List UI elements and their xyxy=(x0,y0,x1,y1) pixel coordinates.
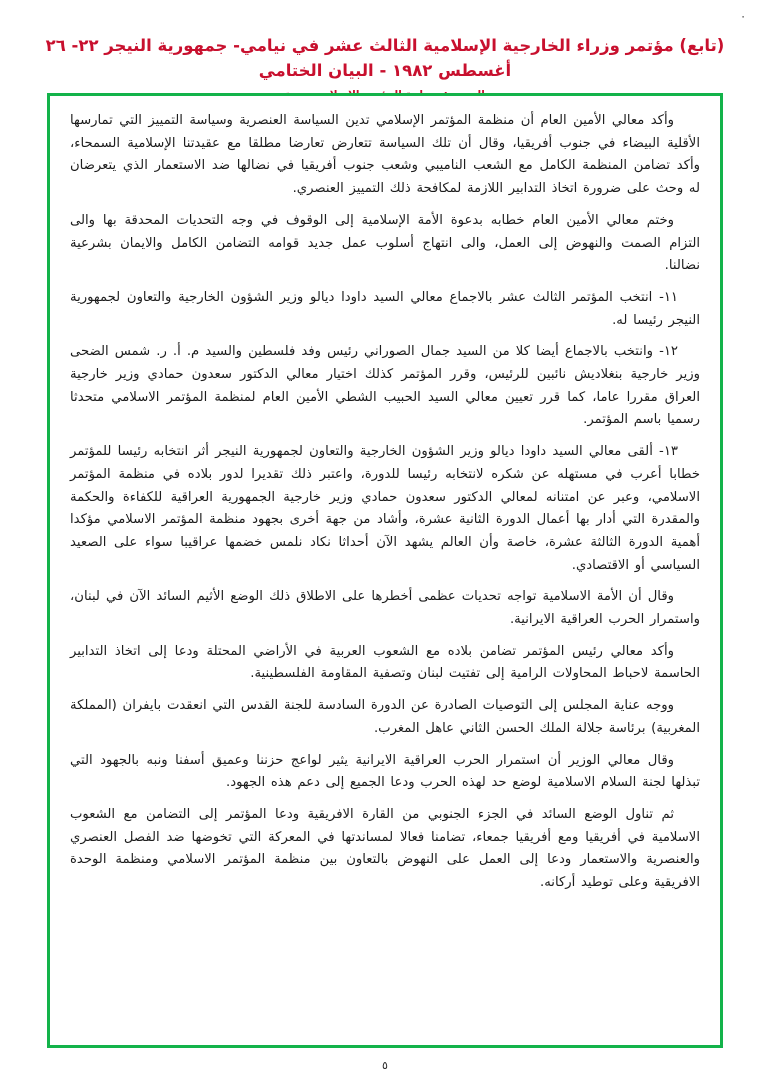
paragraph: ١٣- ألقى معالي السيد داودا ديالو وزير الشؤون الخارجية والتعاون لجمهورية النيجر أثر انتخابه رئيسا للمؤتمر خطابا أعرب في مستهله عن شكره لانتخابه رئيسا للدورة، واعتبر ذلك تقديرا لدور بلاده في منظمة المؤتمر الاسلامي، وعبر عن امتنانه لمعالي الدكتور سعدون حمادي وزير خارجية الجمهورية العراقية للكفاءة والحكمة والمقدرة التي أدار بها أعمال الدورة الثانية عشرة، وأشاد من جهة أخرى بجهود منظمة المؤتمر الاسلامي مؤكدا أهمية الدورة الثالثة عشرة، خاصة وأن العالم يشهد الآن أحداثا نكاد نلمس خضمها عراقيبا سواء على الصعيد السياسي أو الاقتصادي. xyxy=(70,444,700,573)
page-number: ٥ xyxy=(382,1059,388,1072)
page-title: (تابع) مؤتمر وزراء الخارجية الإسلامية الثالث عشر في نيامي- جمهورية النيجر ٢٢- ٢٦ أغسطس ١٩٨٢ - البيان الختامي xyxy=(45,36,725,80)
document-header xyxy=(0,34,770,101)
document-body-frame xyxy=(47,93,723,1048)
document-body xyxy=(50,96,720,1045)
paragraph: ١١- انتخب المؤتمر الثالث عشر بالاجماع معالي السيد داودا ديالو وزير الشؤون الخارجية والتعاون لجمهورية النيجر رئيسا له. xyxy=(70,289,700,328)
paragraph: وقال أن الأمة الاسلامية تواجه تحديات عظمى أخطرها على الاطلاق ذلك الوضع الأثيم السائد الآن في لبنان، واستمرار الحرب العراقية الايرانية. xyxy=(70,589,700,628)
paragraph: وقال معالي الوزير أن استمرار الحرب العراقية الايرانية يثير لواعج حزننا وعميق أسفنا ونبه بالجهود التي تبذلها لجنة السلام الاسلامية لوضع حد لهذه الحرب ودعا الجميع إلى دعم هذه الجهود. xyxy=(70,752,700,791)
paragraph: وأكد معالي رئيس المؤتمر تضامن بلاده مع الشعوب العربية في الأراضي المحتلة ودعا إلى اتخاذ التدابير الحاسمة لاحباط المحاولات الرامية إلى تفتيت لبنان وتصفية المقاومة الفلسطينية. xyxy=(70,643,700,682)
paragraph: ثم تناول الوضع السائد في الجزء الجنوبي من القارة الافريقية ودعا المؤتمر إلى التضامن مع الشعوب الاسلامية في أفريقيا ومع أفريقيا جمعاء، تضامنا فعالا لمساندتها في المعركة التي تخوضها ضد الفصل العنصري والعنصرية والاستعمار ودعا إلى العمل على النهوض بالتعاون بين منظمة المؤتمر الاسلامي ومنظمة الوحدة الافريقية وعلى توطيد أركانه. xyxy=(70,806,700,891)
paragraph: ووجه عناية المجلس إلى التوصيات الصادرة عن الدورة السادسة للجنة القدس التي انعقدت بايفران (المملكة المغربية) برئاسة جلالة الملك الحسن الثاني عاهل المغرب. xyxy=(70,698,700,736)
paragraph: وختم معالي الأمين العام خطابه بدعوة الأمة الإسلامية إلى الوقوف في وجه التحديات المحدقة بها والى التزام الصمت والنهوض إلى العمل، والى انتهاج أسلوب عمل جديد قوامه التضامن الكامل والايمان بشرعية نضالنا. xyxy=(70,212,700,274)
paragraph: وأكد معالي الأمين العام أن منظمة المؤتمر الإسلامي تدين السياسة العنصرية وسياسة التمييز التي تمارسها الأقلية البيضاء في جنوب أفريقيا، وقال أن تلك السياسة تتعارض تعارضا مطلقا مع عقيدتنا الإسلامية السمحاء، وأكد تضامن المنظمة الكامل مع الشعب الناميبي وشعب جنوب أفريقيا في نضالها ضد الاستعمار الذي يتعرضان له وحث على ضرورة اتخاذ التدابير اللازمة لمكافحة ذلك التمييز العنصري. xyxy=(70,113,700,197)
top-page-mark: ٠ xyxy=(740,10,746,23)
paragraph: ١٢- وانتخب بالاجماع أيضا كلا من السيد جمال الصوراني رئيس وفد فلسطين والسيد م. أ. ر. شمس الضحى وزير خارجية بنغلاديش نائبين للرئيس، وقرر المؤتمر كذلك اختيار معالي الدكتور سعدون حمادي وزير خارجية العراق مقررا عاما، كما قرر تعيين معالي السيد الحبيب الشطي الأمين العام لمنظمة المؤتمر الاسلامي متحدثا رسميا باسم المؤتمر. xyxy=(70,344,700,428)
